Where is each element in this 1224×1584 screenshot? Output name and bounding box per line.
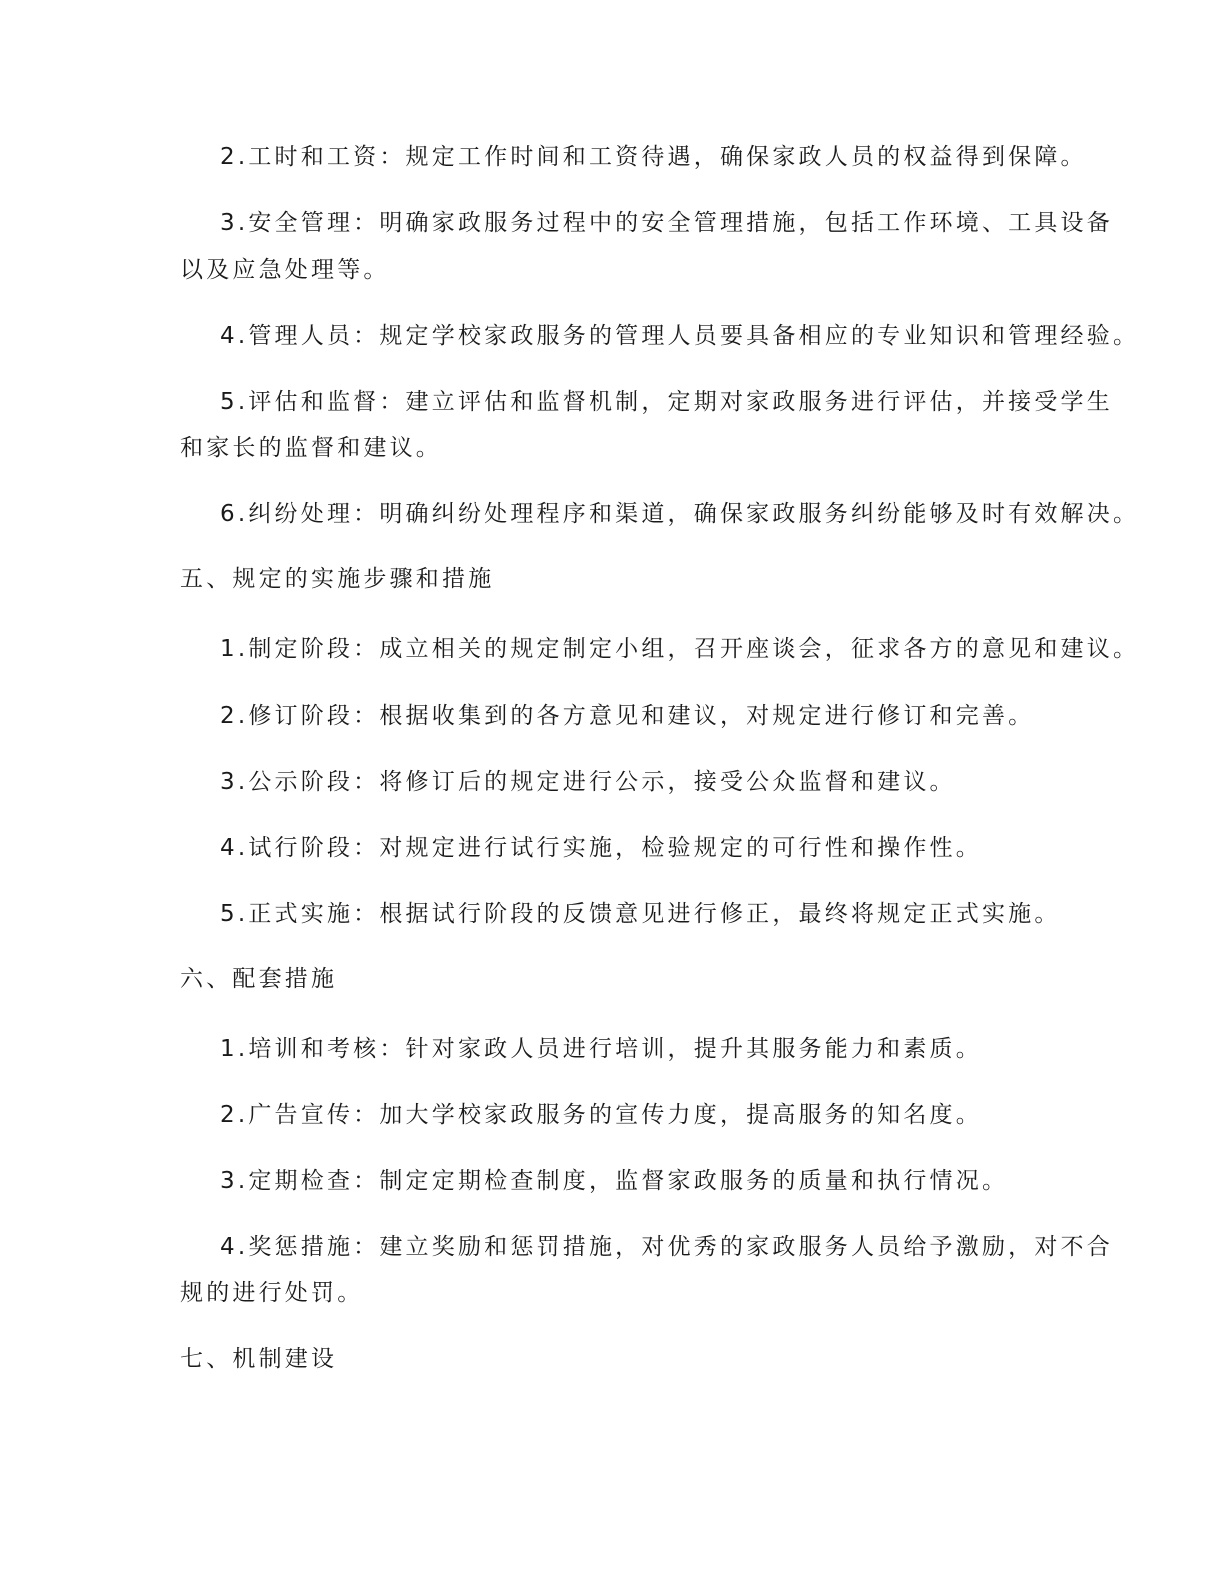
paragraph-work-hours-and-wages: 2.工时和工资：规定工作时间和工资待遇，确保家政人员的权益得到保障。 xyxy=(220,144,1087,170)
section-heading-6: 六、配套措施 xyxy=(180,966,338,992)
paragraph-rewards-penalties-cont: 规的进行处罚。 xyxy=(180,1280,364,1306)
paragraph-evaluation-supervision-cont: 和家长的监督和建议。 xyxy=(180,435,442,461)
paragraph-evaluation-supervision: 5.评估和监督：建立评估和监督机制，定期对家政服务进行评估，并接受学生 xyxy=(220,389,1113,415)
paragraph-safety-management: 3.安全管理：明确家政服务过程中的安全管理措施，包括工作环境、工具设备 xyxy=(220,210,1113,236)
paragraph-advertising: 2.广告宣传：加大学校家政服务的宣传力度，提高服务的知名度。 xyxy=(220,1102,982,1128)
paragraph-formal-implementation: 5.正式实施：根据试行阶段的反馈意见进行修正，最终将规定正式实施。 xyxy=(220,901,1061,927)
paragraph-management-staff: 4.管理人员：规定学校家政服务的管理人员要具备相应的专业知识和管理经验。 xyxy=(220,323,1140,349)
paragraph-rewards-penalties: 4.奖惩措施：建立奖励和惩罚措施，对优秀的家政服务人员给予激励，对不合 xyxy=(220,1234,1113,1260)
paragraph-publicity-stage: 3.公示阶段：将修订后的规定进行公示，接受公众监督和建议。 xyxy=(220,769,956,795)
paragraph-safety-management-cont: 以及应急处理等。 xyxy=(180,257,390,283)
paragraph-drafting-stage: 1.制定阶段：成立相关的规定制定小组，召开座谈会，征求各方的意见和建议。 xyxy=(220,636,1140,662)
paragraph-regular-inspection: 3.定期检查：制定定期检查制度，监督家政服务的质量和执行情况。 xyxy=(220,1168,1009,1194)
section-heading-7: 七、机制建设 xyxy=(180,1346,338,1372)
paragraph-training-assessment: 1.培训和考核：针对家政人员进行培训，提升其服务能力和素质。 xyxy=(220,1036,982,1062)
paragraph-trial-stage: 4.试行阶段：对规定进行试行实施，检验规定的可行性和操作性。 xyxy=(220,835,982,861)
paragraph-revision-stage: 2.修订阶段：根据收集到的各方意见和建议，对规定进行修订和完善。 xyxy=(220,703,1035,729)
paragraph-dispute-handling: 6.纠纷处理：明确纠纷处理程序和渠道，确保家政服务纠纷能够及时有效解决。 xyxy=(220,501,1140,527)
section-heading-5: 五、规定的实施步骤和措施 xyxy=(180,566,495,592)
